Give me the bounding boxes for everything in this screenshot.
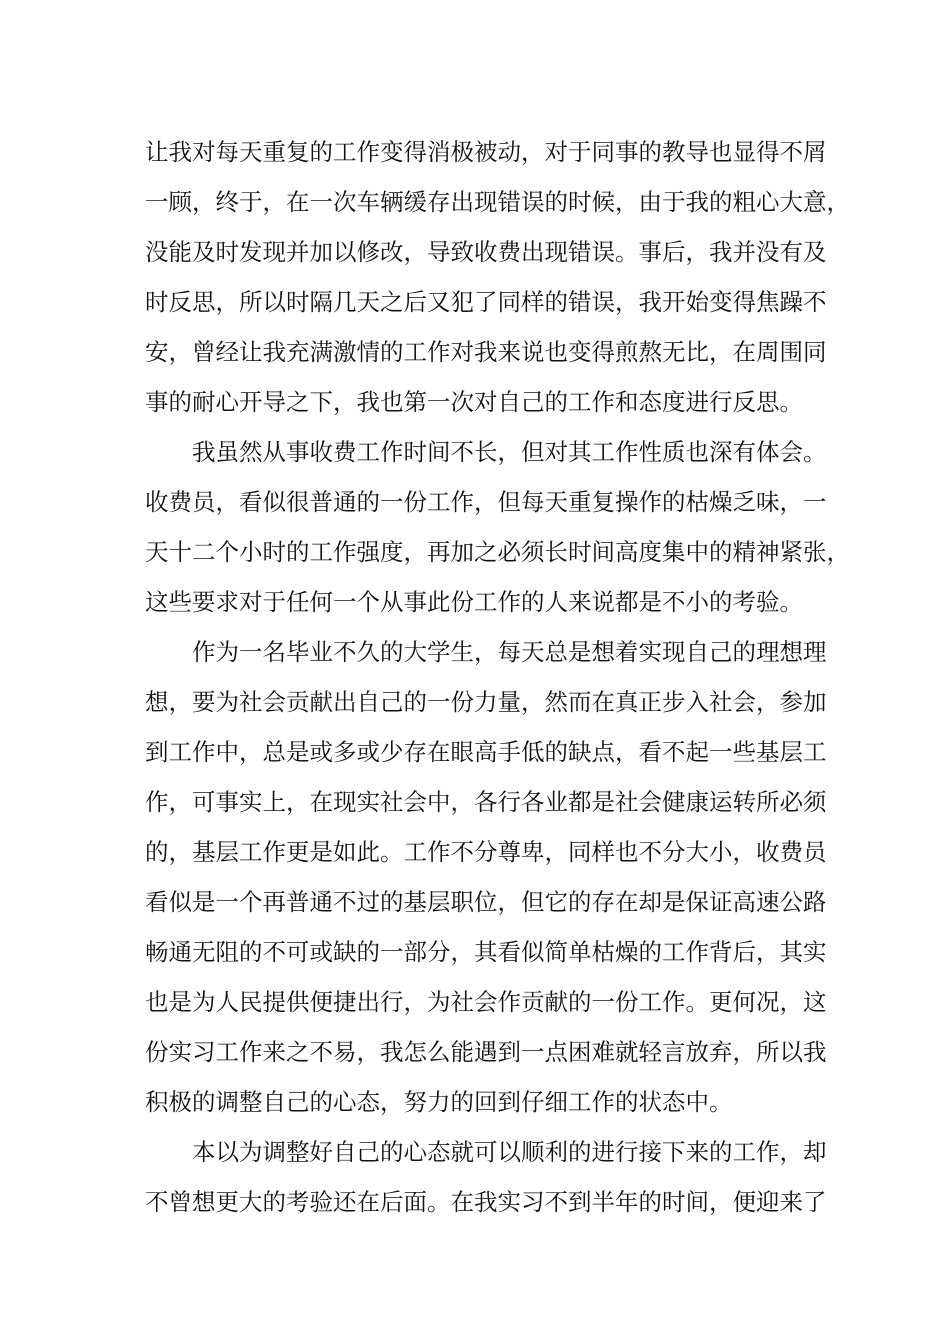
text-line: 不曾想更大的考验还在后面。在我实习不到半年的时间，便迎来了: [145, 1188, 827, 1216]
text-line: 时反思，所以时隔几天之后又犯了同样的错误，我开始变得焦躁不: [145, 288, 827, 316]
text-line: 作，可事实上，在现实社会中，各行各业都是社会健康运转所必须: [145, 788, 827, 816]
text-line: 没能及时发现并加以修改，导致收费出现错误。事后，我并没有及: [145, 238, 827, 266]
text-line: 天十二个小时的工作强度，再加之必须长时间高度集中的精神紧张，: [145, 538, 850, 566]
text-line: 看似是一个再普通不过的基层职位，但它的存在却是保证高速公路: [145, 888, 827, 916]
paragraph-first-line: 本以为调整好自己的心态就可以顺利的进行接下来的工作，却: [192, 1138, 827, 1166]
text-line: 份实习工作来之不易，我怎么能遇到一点困难就轻言放弃，所以我: [145, 1038, 827, 1066]
text-line: 的，基层工作更是如此。工作不分尊卑，同样也不分大小，收费员: [145, 838, 827, 866]
text-line: 一顾，终于，在一次车辆缓存出现错误的时候，由于我的粗心大意，: [145, 188, 850, 216]
text-line: 积极的调整自己的心态，努力的回到仔细工作的状态中。: [145, 1088, 733, 1116]
text-line: 想，要为社会贡献出自己的一份力量，然而在真正步入社会，参加: [145, 688, 827, 716]
text-line: 也是为人民提供便捷出行，为社会作贡献的一份工作。更何况，这: [145, 988, 827, 1016]
text-line: 畅通无阻的不可或缺的一部分，其看似简单枯燥的工作背后，其实: [145, 938, 827, 966]
text-line: 这些要求对于任何一个从事此份工作的人来说都是不小的考验。: [145, 588, 803, 616]
paragraph-first-line: 作为一名毕业不久的大学生，每天总是想着实现自己的理想理: [192, 638, 827, 666]
text-line: 安，曾经让我充满激情的工作对我来说也变得煎熬无比，在周围同: [145, 338, 827, 366]
paragraph-first-line: 我虽然从事收费工作时间不长，但对其工作性质也深有体会。: [192, 438, 827, 466]
text-line: 事的耐心开导之下，我也第一次对自己的工作和态度进行反思。: [145, 388, 803, 416]
text-line: 让我对每天重复的工作变得消极被动，对于同事的教导也显得不屑: [145, 138, 827, 166]
text-line: 到工作中，总是或多或少存在眼高手低的缺点，看不起一些基层工: [145, 738, 827, 766]
text-line: 收费员，看似很普通的一份工作，但每天重复操作的枯燥乏味，一: [145, 488, 827, 516]
